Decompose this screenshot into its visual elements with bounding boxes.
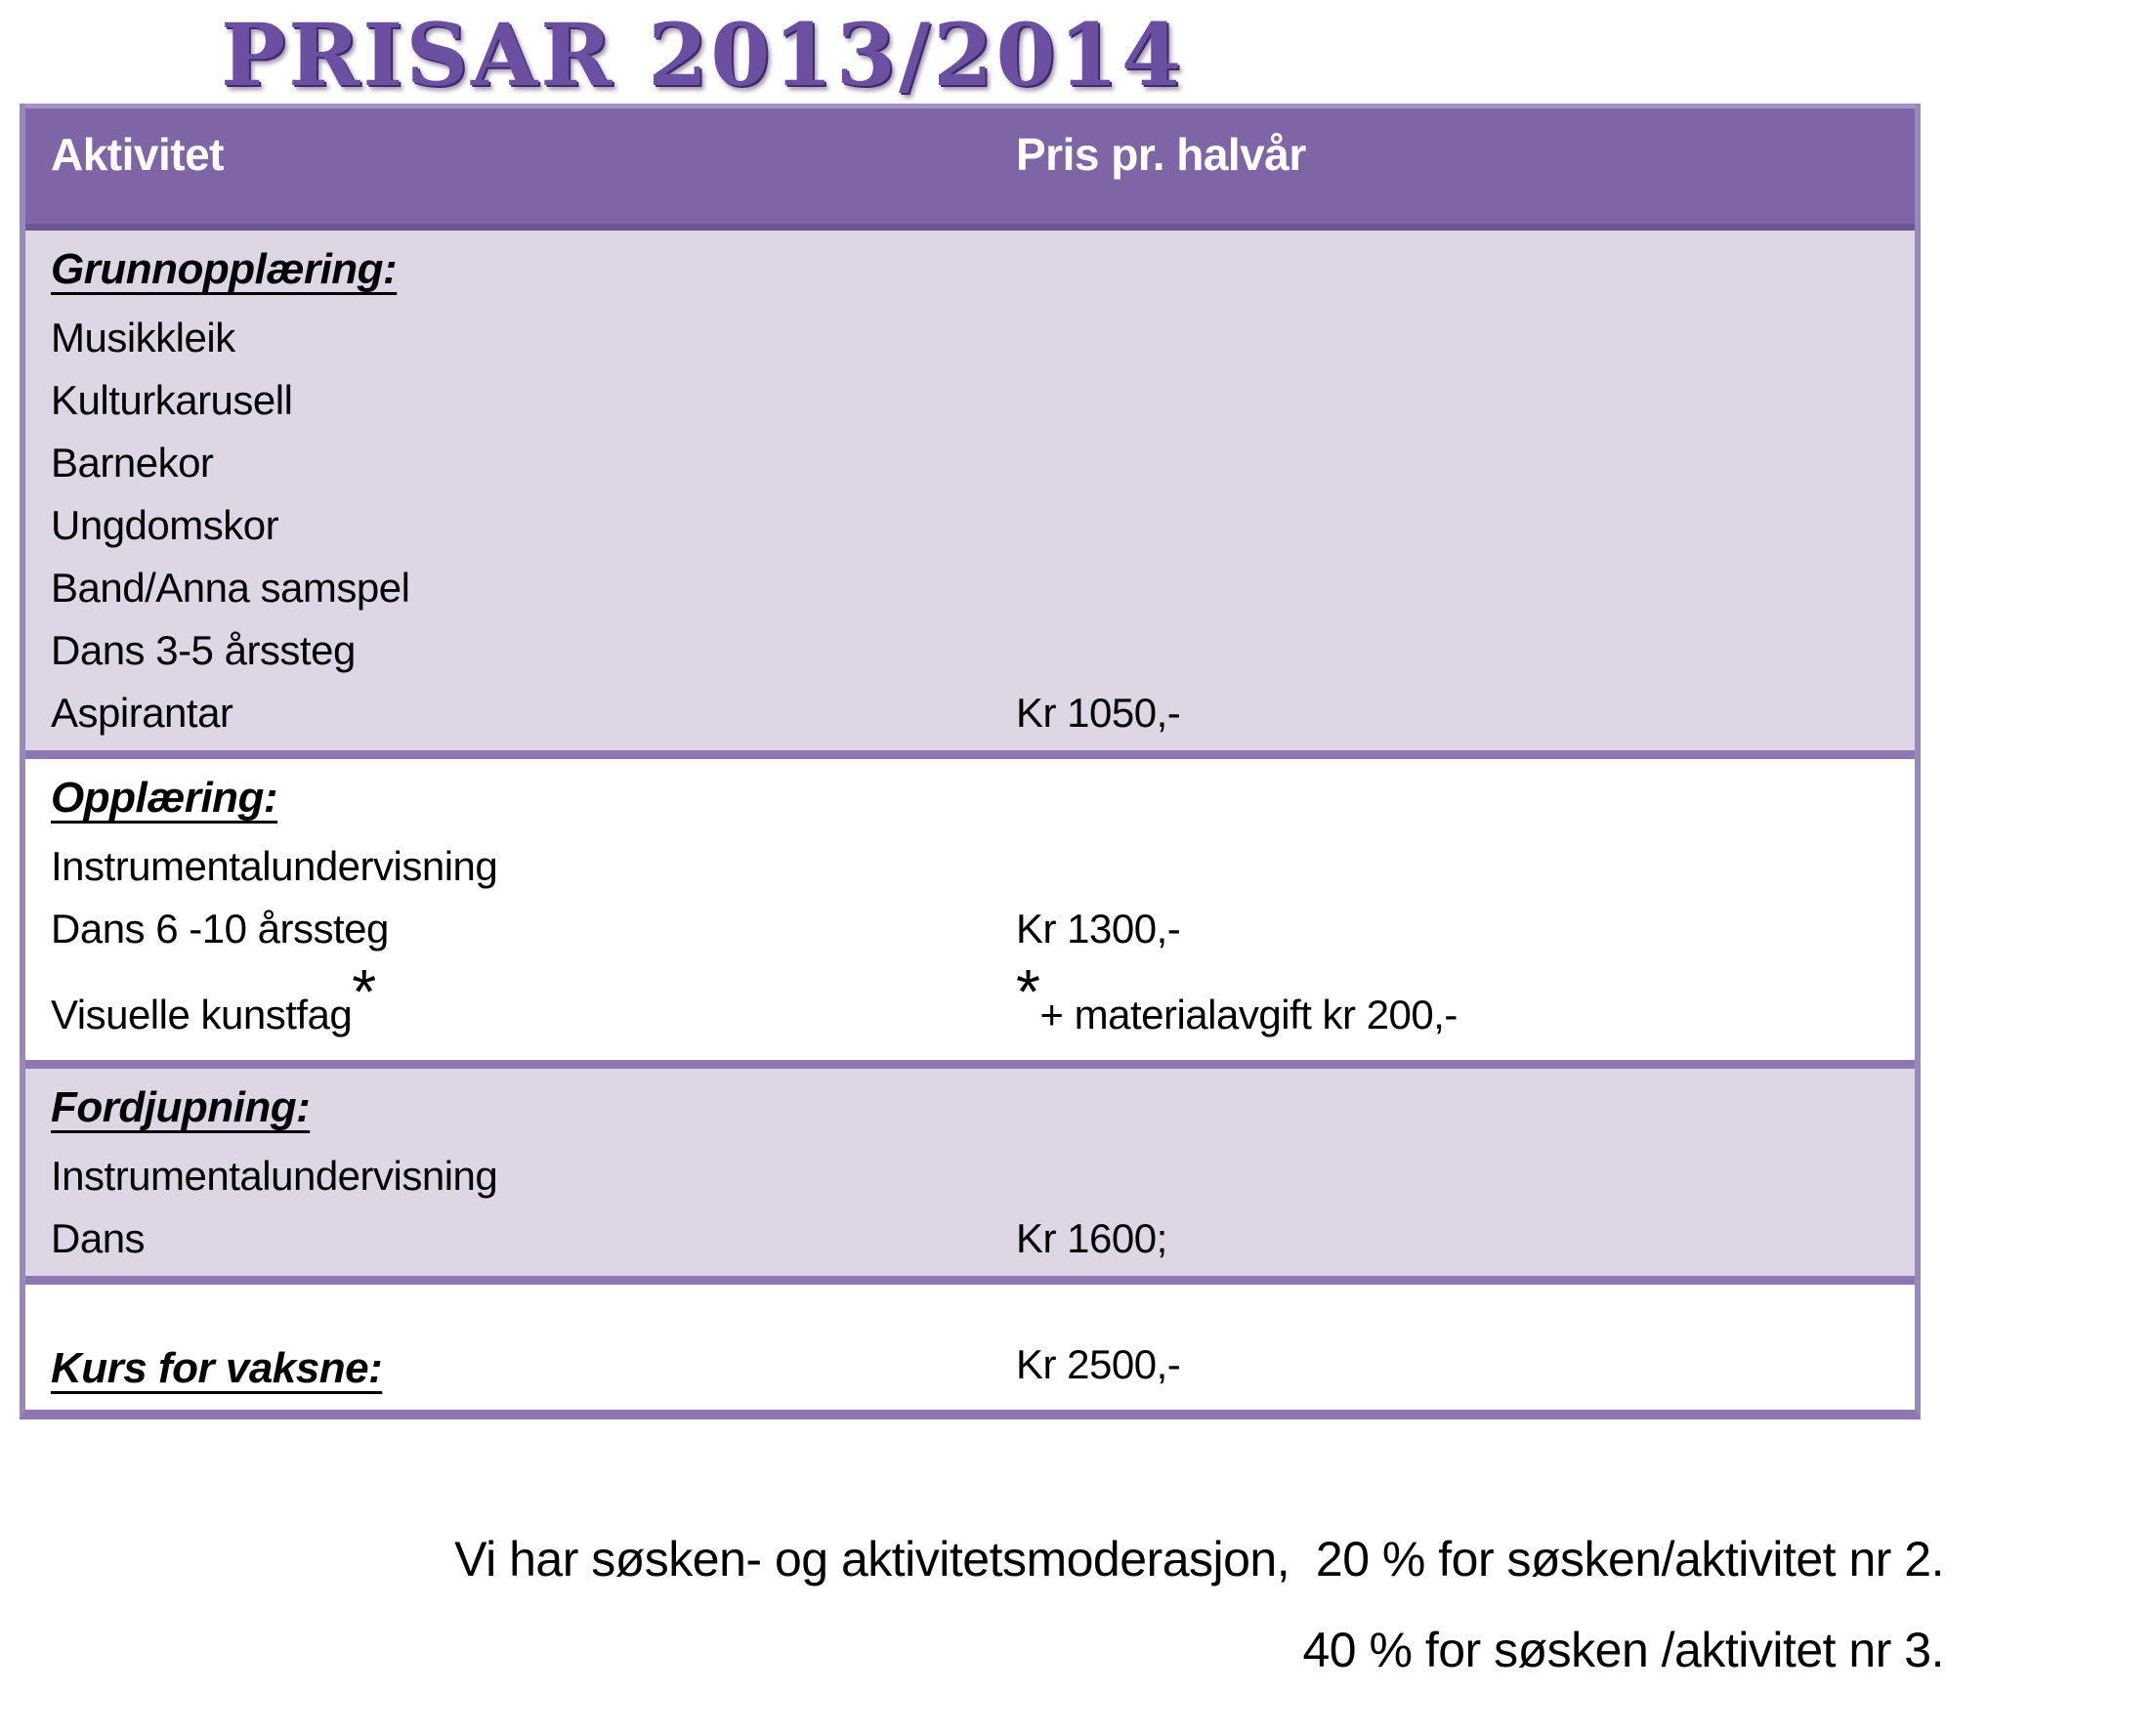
section-grunnopplaering <box>25 231 1915 750</box>
section-heading: Grunnopplæring: <box>51 245 398 293</box>
activity-cell <box>51 956 1016 1054</box>
price-cell <box>1016 1073 1915 1143</box>
table-row <box>51 619 1915 682</box>
price-cell <box>1016 956 1915 1054</box>
activity-label: Visuelle kunstfag <box>51 992 353 1037</box>
table-row <box>51 494 1915 557</box>
activity-cell: Musikkleik <box>51 315 235 360</box>
price-note: + materialavgift kr 200,- <box>1039 992 1458 1037</box>
activity-cell: Dans <box>51 1215 146 1261</box>
table-row <box>51 1145 1915 1207</box>
section-heading: Fordjupning: <box>51 1083 311 1131</box>
activity-cell: Dans 3-5 årssteg <box>51 627 356 673</box>
activity-cell: Barnekor <box>51 440 214 486</box>
table-row <box>51 1207 1915 1270</box>
price-cell <box>1016 234 1915 305</box>
price-cell <box>1016 619 1915 682</box>
section-fordjupning <box>25 1060 1915 1276</box>
table-row <box>51 557 1915 619</box>
price-cell <box>1016 557 1915 619</box>
section-opplaering <box>25 750 1915 1060</box>
table-header-row <box>25 104 1915 231</box>
activity-cell: Instrumentalundervisning <box>51 843 498 889</box>
price-cell: Kr 1050,- <box>1016 690 1181 736</box>
table-row <box>51 835 1915 898</box>
activity-cell: Instrumentalundervisning <box>51 1153 498 1199</box>
price-cell <box>1016 1145 1915 1207</box>
table-row <box>51 369 1915 432</box>
section-heading: Kurs for vaksne: <box>51 1344 383 1392</box>
price-cell: Kr 1300,- <box>1016 906 1181 952</box>
footnote-line-1: Vi har søsken- og aktivitetsmoderasjon, 20 % for søsken/aktivitet nr 2. <box>454 1532 1944 1587</box>
table-row <box>51 432 1915 494</box>
price-cell: Kr 2500,- <box>1016 1341 1181 1387</box>
price-cell <box>1016 432 1915 494</box>
discount-footnote <box>454 1514 1944 1696</box>
section-kurs-for-vaksne <box>25 1276 1915 1410</box>
asterisk-mark: * <box>1016 956 1040 1027</box>
activity-cell: Ungdomskor <box>51 502 279 548</box>
activity-cell: Aspirantar <box>51 690 233 736</box>
price-cell: Kr 1600; <box>1016 1215 1167 1261</box>
price-cell <box>1016 307 1915 369</box>
column-header-aktivitet: Aktivitet <box>51 129 224 180</box>
price-cell <box>1016 369 1915 432</box>
page-title: PRISAR 2013/2014 <box>221 4 1185 106</box>
footnote-line-2: 40 % for søsken /aktivitet nr 3. <box>1302 1623 1944 1677</box>
table-row <box>51 763 1915 833</box>
activity-cell: Dans 6 -10 årssteg <box>51 906 389 952</box>
table-row <box>51 1073 1915 1143</box>
table-row <box>51 1333 1915 1404</box>
column-header-pris: Pris pr. halvår <box>1016 129 1306 180</box>
activity-cell: Band/Anna samspel <box>51 565 410 611</box>
table-row <box>51 682 1915 744</box>
price-cell <box>1016 763 1915 833</box>
table-row <box>51 307 1915 369</box>
price-table <box>20 104 1921 1419</box>
table-row <box>51 898 1915 960</box>
table-row <box>51 234 1915 305</box>
price-cell <box>1016 494 1915 557</box>
empty-row <box>51 1289 1915 1333</box>
section-heading: Opplæring: <box>51 774 278 822</box>
table-row <box>51 956 1915 1054</box>
asterisk-mark: * <box>352 956 376 1027</box>
price-cell <box>1016 835 1915 898</box>
activity-cell: Kulturkarusell <box>51 377 293 423</box>
